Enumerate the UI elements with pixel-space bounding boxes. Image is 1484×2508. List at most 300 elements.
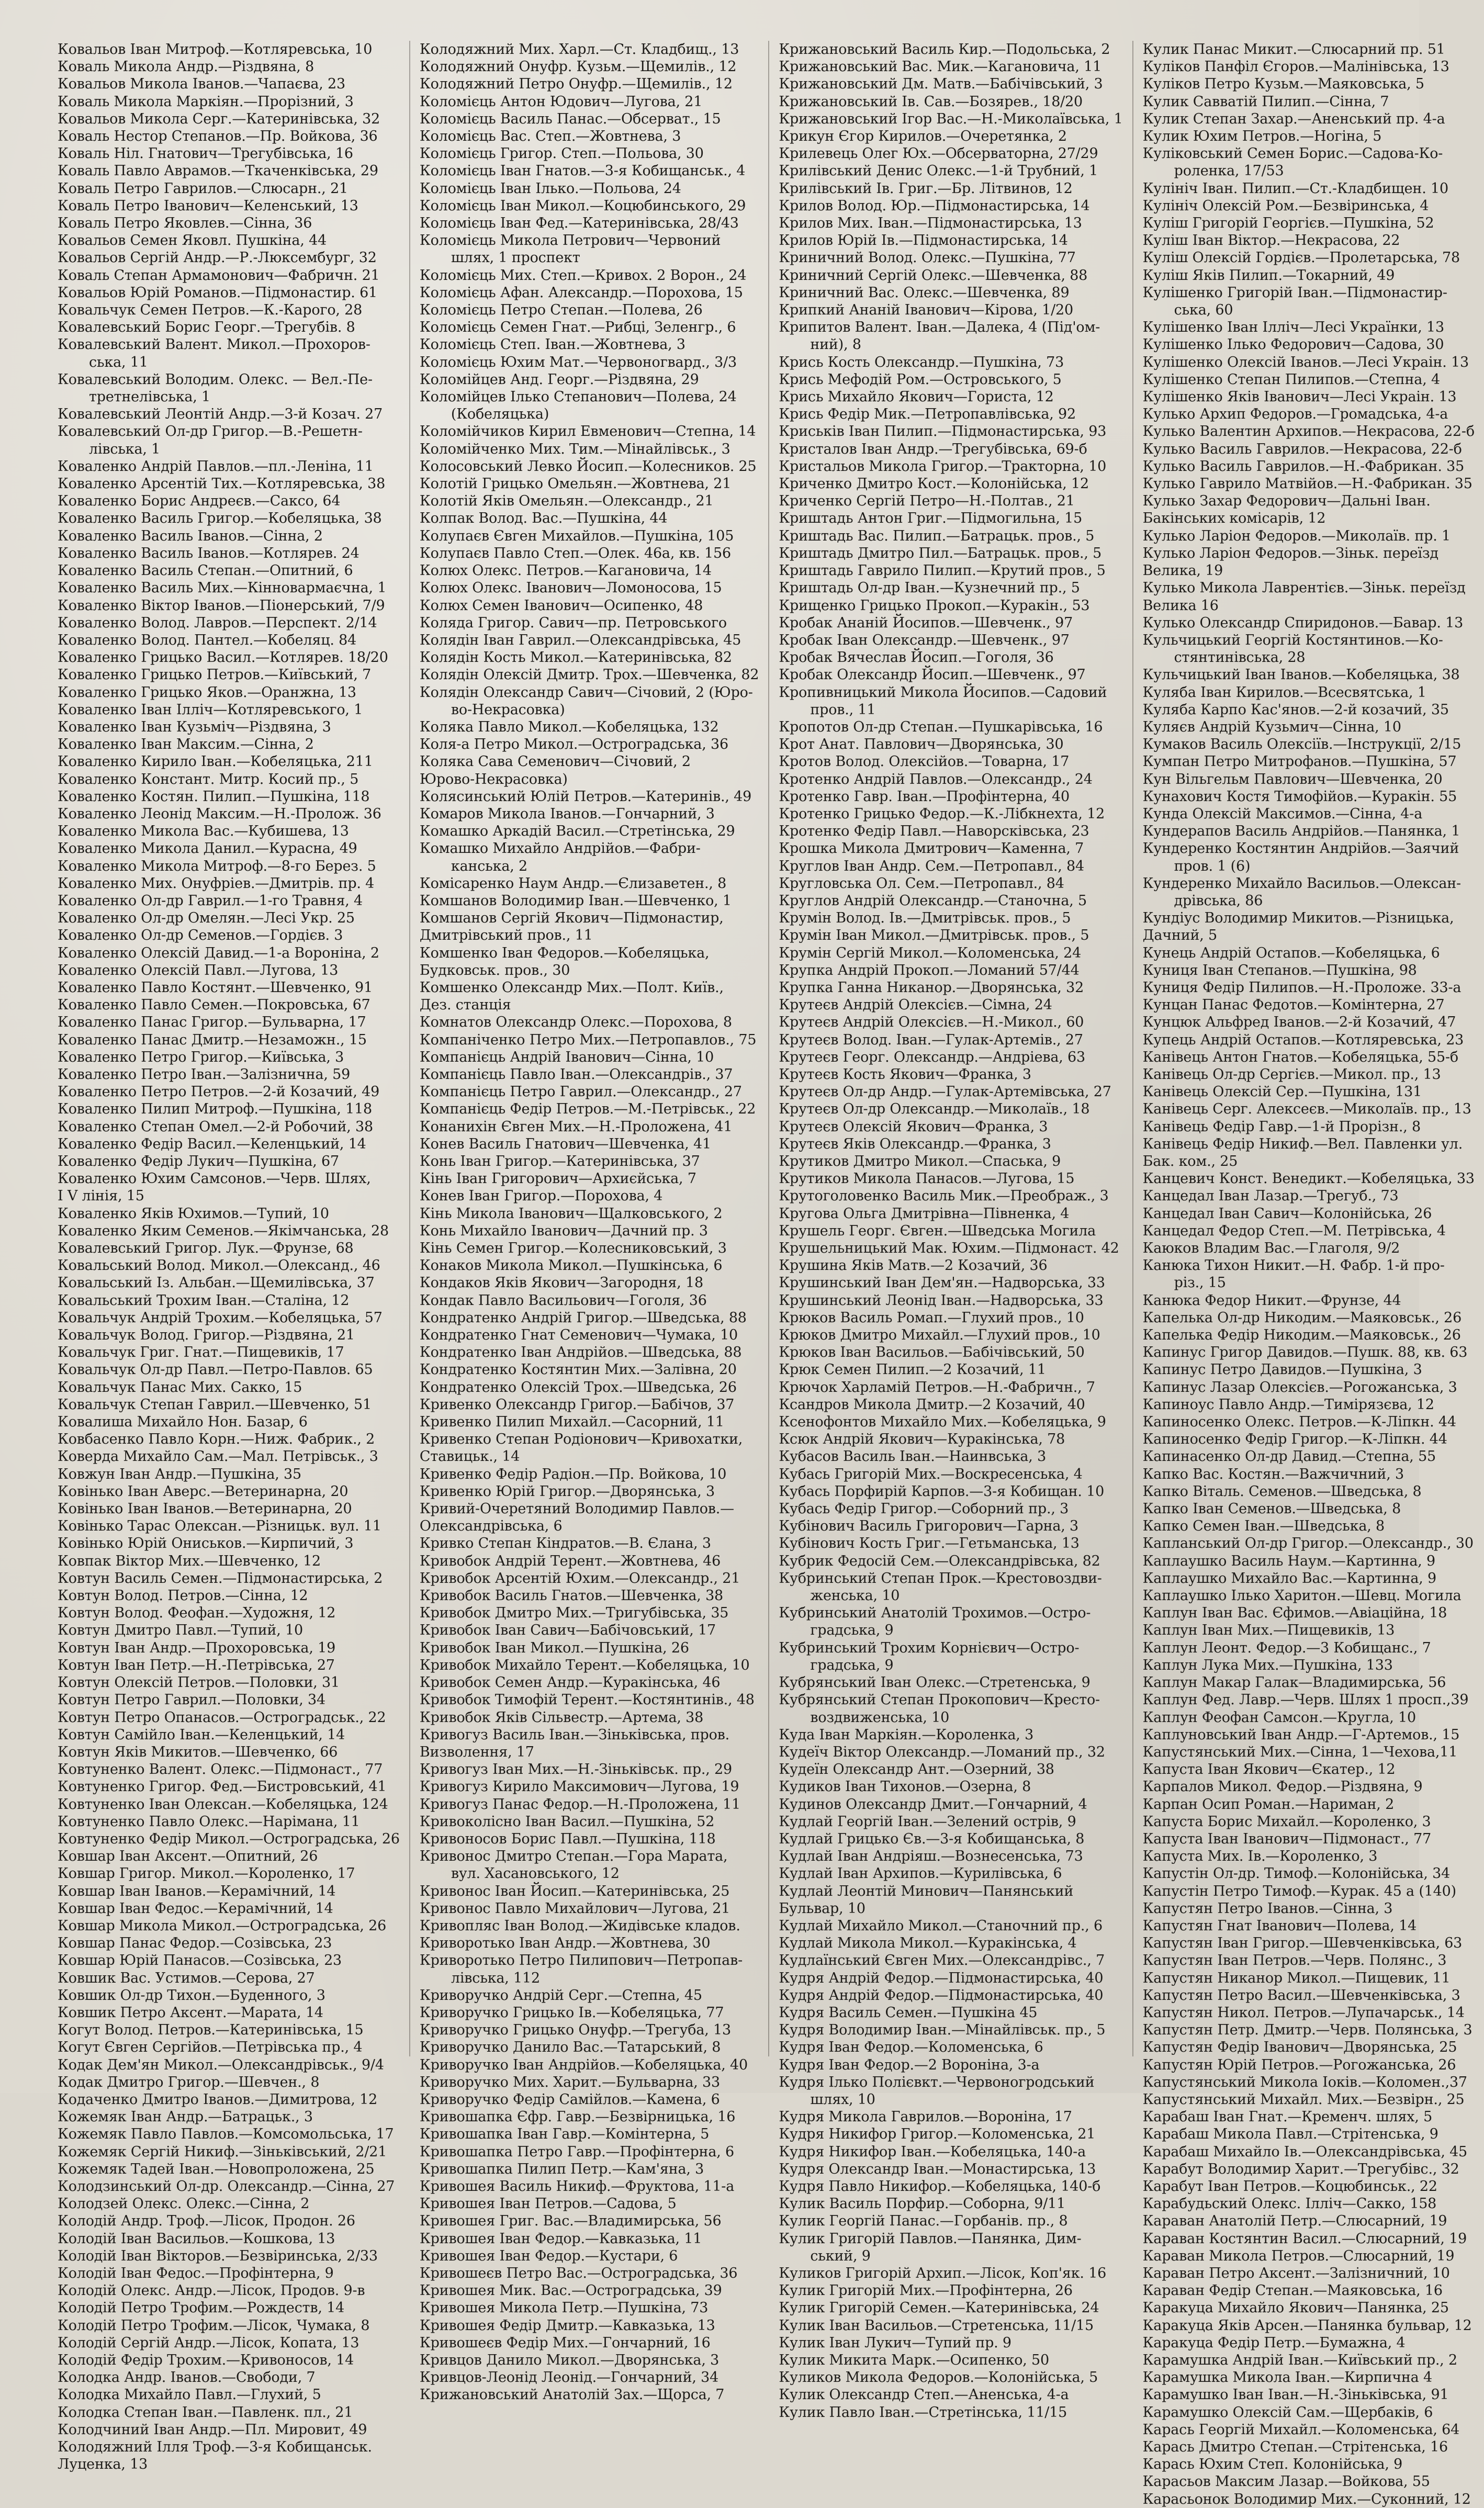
directory-entry: Карабаш Микола Павл.—Стрітенська, 9 bbox=[1142, 2126, 1438, 2143]
directory-entry: Кубась Григорій Мих.—Воскресенська, 4 bbox=[779, 1466, 1083, 1482]
directory-entry: Караван Федір Степан.—Маяковська, 16 bbox=[1142, 2282, 1443, 2299]
directory-entry: Кудлай Іван Архипов.—Курилівська, 6 bbox=[779, 1865, 1062, 1882]
directory-entry: Коваленко Ол-др Гаврил.—1-го Травня, 4 bbox=[58, 892, 363, 909]
directory-entry: Колупаєв Євген Михайлов.—Пушкіна, 105 bbox=[419, 527, 734, 544]
directory-entry: Кожемяк Тадей Іван.—Новопроложена, 25 bbox=[58, 2161, 375, 2177]
directory-entry: Канівець Олексій Сер.—Пушкіна, 131 bbox=[1142, 1084, 1422, 1100]
directory-entry: Кривошеєв Петро Вас.—Остроградська, 36 bbox=[419, 2265, 738, 2281]
directory-entry: Кулько Ларіон Федоров.—Зіньк. переїзд bbox=[1142, 545, 1438, 561]
directory-entry: ська, 60 bbox=[1174, 302, 1233, 319]
directory-entry: Коваль Петро Гаврилов.—Слюсарн., 21 bbox=[58, 180, 348, 197]
directory-entry: Кудря Василь Семен.—Пушкіна 45 bbox=[779, 2004, 1038, 2021]
directory-entry: Крись Мефодій Ром.—Островського, 5 bbox=[779, 371, 1062, 388]
directory-entry: Коваль Микола Маркіян.—Прорізний, 3 bbox=[58, 93, 354, 110]
directory-entry: Ксандров Микола Дмитр.—2 Козачий, 40 bbox=[779, 1396, 1085, 1413]
directory-entry: Караван Микола Петров.—Слюсарний, 19 bbox=[1142, 2247, 1455, 2264]
directory-entry: Ковтун Іван Петр.—Н.-Петрівська, 27 bbox=[58, 1657, 335, 1673]
directory-entry: Колосовський Левко Йосип.—Колесников. 25 bbox=[419, 458, 757, 475]
directory-entry: Коваленко Іван Максим.—Сінна, 2 bbox=[58, 736, 314, 753]
directory-entry: Кулько Василь Гаврилов.—Некрасова, 22-б bbox=[1142, 441, 1462, 457]
directory-entry: Коваленко Олексій Давид.—1-а Вороніна, 2 bbox=[58, 944, 379, 961]
directory-entry: Коломійцев Анд. Георг.—Різдвяна, 29 bbox=[419, 371, 699, 388]
directory-entry: Коваленко Арсентій Тих.—Котляревська, 38 bbox=[58, 476, 386, 492]
directory-entry: Ковальчук Андрій Трохим.—Кобеляцька, 57 bbox=[58, 1309, 383, 1326]
directory-entry: Каплун Леонт. Федор.—3 Кобищанс., 7 bbox=[1142, 1639, 1431, 1656]
directory-entry: Криченко Дмитро Кост.—Колонійська, 12 bbox=[779, 476, 1089, 492]
directory-entry: Колодій Петро Трофим.—Рождеств, 14 bbox=[58, 2300, 345, 2316]
directory-entry: Ковалевський Ол-др Григор.—В.-Решетн- bbox=[58, 423, 363, 440]
directory-entry: Коваль Ніл. Гнатович—Трегубівська, 16 bbox=[58, 145, 353, 162]
directory-entry: Капустін Ол-др. Тимоф.—Колонійська, 34 bbox=[1142, 1865, 1451, 1882]
directory-entry: Крюков Дмитро Михайл.—Глухий пров., 10 bbox=[779, 1327, 1100, 1344]
directory-entry: Колпак Волод. Вас.—Пушкіна, 44 bbox=[419, 510, 668, 527]
directory-entry: Караван Петро Аксент.—Залізничний, 10 bbox=[1142, 2265, 1450, 2281]
directory-entry: Ковальов Іван Митроф.—Котляревська, 10 bbox=[58, 41, 373, 58]
directory-entry: Крутеєв Андрій Олексієв.—Сімна, 24 bbox=[779, 997, 1052, 1014]
directory-entry: Кубринський Степан Прок.—Крестовоздви- bbox=[779, 1570, 1102, 1587]
directory-entry: Кривошапка Пилип Петр.—Кам'яна, 3 bbox=[419, 2161, 704, 2177]
directory-entry: Кулько Гаврило Матвійов.—Н.-Фабрикан. 35 bbox=[1142, 476, 1472, 492]
directory-entry: Криворучко Федір Самійлов.—Камена, 6 bbox=[419, 2091, 720, 2108]
directory-entry: Куліков Петро Кузьм.—Маяковська, 5 bbox=[1142, 76, 1424, 93]
directory-entry: Коломієць Петро Степан.—Полева, 26 bbox=[419, 302, 703, 319]
directory-entry: Крилов Юрій Ів.—Підмонастирська, 14 bbox=[779, 232, 1068, 249]
directory-entry: Кривенко Пилип Михайл.—Сасорний, 11 bbox=[419, 1414, 724, 1431]
directory-entry: Коломієць Микола Петрович—Червоний bbox=[419, 232, 721, 249]
directory-entry: Ковтун Петро Гаврил.—Половки, 34 bbox=[58, 1692, 325, 1708]
directory-entry: Дмитрівський пров., 11 bbox=[419, 927, 593, 944]
directory-entry: Каплун Феофан Самсон.—Кругла, 10 bbox=[1142, 1709, 1416, 1726]
directory-entry: Коломійченко Мих. Тим.—Мінайлівськ., 3 bbox=[419, 441, 730, 457]
directory-entry: Кулько Захар Федорович—Дальні Іван. bbox=[1142, 493, 1431, 510]
directory-entry: Ковтуненко Іван Олексан.—Кобеляцька, 124 bbox=[58, 1796, 388, 1813]
directory-entry: Коломієць Іван Фед.—Катеринівська, 28/43 bbox=[419, 215, 739, 232]
directory-entry: Капустян Петр. Дмитр.—Черв. Полянська, 3 bbox=[1142, 2022, 1472, 2039]
directory-entry: Капустянський Мих.—Сінна, 1—Чехова,11 bbox=[1142, 1744, 1458, 1760]
directory-entry: Визволення, 17 bbox=[419, 1744, 534, 1760]
directory-entry: Карась Юхим Степ. Колонійська, 9 bbox=[1142, 2456, 1403, 2473]
directory-entry: Криштадь Ол-др Іван.—Кузнечний пр., 5 bbox=[779, 580, 1080, 597]
directory-entry: Колотій Яків Омельян.—Олександр., 21 bbox=[419, 493, 714, 510]
directory-entry: Коломієць Іван Микол.—Коцюбинського, 29 bbox=[419, 197, 746, 214]
directory-entry: Коваленко Мих. Онуфріев.—Дмитрів. пр. 4 bbox=[58, 875, 375, 892]
directory-entry: Ковтун Олексій Петров.—Половки, 31 bbox=[58, 1674, 340, 1691]
directory-entry: Карпан Осип Роман.—Нариман, 2 bbox=[1142, 1796, 1395, 1813]
directory-entry: Ковтуненко Федір Микол.—Остроградська, 26 bbox=[58, 1830, 400, 1847]
directory-entry: Крипитов Валент. Іван.—Далека, 4 (Під'ом- bbox=[779, 319, 1100, 336]
directory-column-1 bbox=[58, 41, 409, 2473]
directory-entry: Кропотов Ол-др Степан.—Пушкарівська, 16 bbox=[779, 718, 1103, 735]
directory-entry: Кульчицький Іван Іванов.—Кобеляцька, 38 bbox=[1142, 667, 1460, 683]
directory-entry: Ковтуненко Григор. Фед.—Бистровський, 41 bbox=[58, 1779, 387, 1795]
directory-entry: Кудлай Микола Микол.—Куракінська, 4 bbox=[779, 1935, 1077, 1952]
directory-entry: Велика 16 bbox=[1142, 597, 1219, 614]
directory-entry: Каюков Владим Вас.—Глаголя, 9/2 bbox=[1142, 1240, 1400, 1257]
directory-entry: Кулішенко Ілько Федорович—Садова, 30 bbox=[1142, 336, 1444, 353]
directory-entry: Крилевець Олег Юх.—Обсерваторна, 27/29 bbox=[779, 145, 1098, 162]
directory-entry: Капко Вас. Костян.—Важчичний, 3 bbox=[1142, 1466, 1404, 1482]
directory-entry: Ковальов Сергій Андр.—Р.-Люксембург, 32 bbox=[58, 250, 377, 266]
directory-entry: Кривошапка Іван Гавр.—Комінтерна, 5 bbox=[419, 2126, 710, 2143]
directory-entry: Капустян Никол. Петров.—Лупачарськ., 14 bbox=[1142, 2004, 1465, 2021]
directory-entry: Колодяжний Ілля Троф.—3-я Кобищанськ. bbox=[58, 2439, 372, 2456]
directory-entry: Куліковський Семен Борис.—Садова-Ко- bbox=[1142, 145, 1443, 162]
directory-entry: Кривобок Михайло Терент.—Кобеляцька, 10 bbox=[419, 1657, 750, 1673]
directory-entry: Колюх Семен Іванович—Осипенко, 48 bbox=[419, 597, 703, 614]
directory-entry: Коваленко Констант. Митр. Косий пр., 5 bbox=[58, 771, 359, 788]
directory-entry: Криворучко Данило Вас.—Татарський, 8 bbox=[419, 2039, 721, 2056]
directory-entry: Ковалиша Михайло Нон. Базар, 6 bbox=[58, 1414, 308, 1431]
directory-entry: Крушель Георг. Євген.—Шведська Могила bbox=[779, 1222, 1096, 1239]
directory-entry: Куліш Яків Пилип.—Токарний, 49 bbox=[1142, 267, 1395, 284]
directory-entry: Куниця Іван Степанов.—Пушкіна, 98 bbox=[1142, 962, 1417, 979]
directory-entry: Коломієць Василь Панас.—Обсерват., 15 bbox=[419, 110, 721, 127]
directory-entry: Крилівський Ів. Григ.—Бр. Літвинов, 12 bbox=[779, 180, 1073, 197]
directory-entry: Капустян Никанор Микол.—Пищевик, 11 bbox=[1142, 1970, 1451, 1986]
directory-entry: Кротенко Грицько Федор.—К.-Лібкнехта, 12 bbox=[779, 805, 1105, 822]
directory-entry: Карасьов Максим Лазар.—Войкова, 55 bbox=[1142, 2473, 1430, 2490]
directory-entry: Компаніченко Петро Мих.—Петропавлов., 75 bbox=[419, 1031, 757, 1048]
directory-entry: Капустян Іван Григор.—Шевченківська, 63 bbox=[1142, 1935, 1463, 1952]
directory-entry: Кривцов Данило Микол.—Дворянська, 3 bbox=[419, 2352, 719, 2369]
directory-entry: Кулько Архип Федоров.—Громадська, 4-а bbox=[1142, 406, 1448, 423]
directory-entry: Кундеренко Костянтин Андрійов.—Заячий bbox=[1142, 840, 1459, 857]
directory-entry: Карабаш Іван Гнат.—Кременч. шлях, 5 bbox=[1142, 2109, 1433, 2125]
directory-entry: Крутеєв Георг. Олександр.—Андріева, 63 bbox=[779, 1049, 1085, 1065]
directory-entry: Кубась Порфирій Карпов.—3-я Кобищан. 10 bbox=[779, 1483, 1105, 1500]
directory-entry: Ковтун Василь Семен.—Підмонастирська, 2 bbox=[58, 1570, 383, 1587]
directory-entry: Кривенко Олександр Григор.—Бабічов, 37 bbox=[419, 1396, 735, 1413]
directory-entry: третнелівська, 1 bbox=[89, 389, 211, 406]
directory-entry: Кудлаїнський Євген Мих.—Олександрівс., 7 bbox=[779, 1952, 1105, 1969]
directory-entry: Конаков Микола Микол.—Пушкінська, 6 bbox=[419, 1257, 723, 1274]
directory-entry: Канцедал Іван Лазар.—Трегуб., 73 bbox=[1142, 1188, 1399, 1205]
directory-entry: Кристалов Іван Андр.—Трегубівська, 69-б bbox=[779, 441, 1087, 457]
directory-entry: Ковтун Іван Андр.—Прохоровська, 19 bbox=[58, 1639, 336, 1656]
directory-entry: Кулик Григорій Семен.—Катеринівська, 24 bbox=[779, 2300, 1099, 2316]
directory-entry: Кудлай Іван Андріяш.—Вознесенська, 73 bbox=[779, 1848, 1083, 1865]
directory-entry: Купець Андрій Остапов.—Котляревська, 23 bbox=[1142, 1031, 1464, 1048]
directory-entry: Крутеєв Яків Олександр.—Франка, 3 bbox=[779, 1135, 1051, 1152]
directory-entry: Кулініч Олексій Ром.—Безвіринська, 4 bbox=[1142, 197, 1429, 214]
directory-entry: Кулішенко Іван Ілліч—Лесі Українки, 13 bbox=[1142, 319, 1445, 336]
directory-entry: Крутоголовенко Василь Мик.—Преображ., 3 bbox=[779, 1188, 1109, 1205]
directory-entry: Кудря Андрій Федор.—Підмонастирська, 40 bbox=[779, 1987, 1104, 2004]
directory-entry: Капустян Федір Іванович—Дворянська, 25 bbox=[1142, 2039, 1457, 2056]
directory-entry: Крошка Микола Дмитрович—Каменна, 7 bbox=[779, 840, 1084, 857]
directory-entry: Капустян Гнат Іванович—Полева, 14 bbox=[1142, 1917, 1417, 1934]
directory-column-2 bbox=[409, 41, 768, 2403]
directory-entry: Канцедал Федор Степ.—М. Петрівська, 4 bbox=[1142, 1222, 1446, 1239]
directory-entry: Крушинський Іван Дем'ян.—Надворська, 33 bbox=[779, 1275, 1105, 1291]
directory-entry: Коваленко Петро Петров.—2-й Козачий, 49 bbox=[58, 1084, 380, 1100]
directory-entry: Коваленко Василь Степан.—Опитний, 6 bbox=[58, 563, 353, 579]
directory-entry: Ковпак Віктор Мих.—Шевченко, 12 bbox=[58, 1553, 321, 1569]
directory-entry: Ковалевський Леонтій Андр.—3-й Козач. 27 bbox=[58, 406, 383, 423]
directory-entry: Крутиков Дмитро Микол.—Спаська, 9 bbox=[779, 1153, 1061, 1169]
directory-entry: Крюков Іван Васильов.—Бабічівський, 50 bbox=[779, 1344, 1085, 1361]
directory-entry: Ксенофонтов Михайло Мих.—Кобеляцька, 9 bbox=[779, 1414, 1106, 1431]
directory-entry: Ковальчук Степан Гаврил.—Шевченко, 51 bbox=[58, 1396, 372, 1413]
directory-entry: Кривошея Микола Петр.—Пушкіна, 73 bbox=[419, 2300, 709, 2316]
directory-entry: Канюка Федор Никит.—Фрунзе, 44 bbox=[1142, 1292, 1401, 1309]
directory-entry: Куляєв Андрій Кузьмич—Сінна, 10 bbox=[1142, 718, 1401, 735]
directory-entry: Ковальчук Панас Мих. Сакко, 15 bbox=[58, 1379, 302, 1396]
directory-entry: Кривобок Василь Гнатов.—Шевченка, 38 bbox=[419, 1588, 724, 1604]
directory-entry: І V лінія, 15 bbox=[58, 1188, 144, 1205]
directory-entry: Кодак Дем'ян Микол.—Олександрівськ., 9/4 bbox=[58, 2056, 384, 2073]
directory-entry: Кубринський Трохим Корнієвич—Остро- bbox=[779, 1639, 1080, 1656]
directory-entry: Крись Федір Мик.—Петропавлівська, 92 bbox=[779, 406, 1076, 423]
directory-entry: Криворотько Петро Пилипович—Петропав- bbox=[419, 1952, 743, 1969]
directory-entry: Куляба Карпо Кас'янов.—2-й козачий, 35 bbox=[1142, 701, 1449, 718]
directory-entry: Кожемяк Сергій Никиф.—Зіньківський, 2/21 bbox=[58, 2143, 387, 2160]
directory-entry: Ковтуненко Валент. Олекс.—Підмонаст., 77 bbox=[58, 1761, 383, 1778]
directory-entry: Дачний, 5 bbox=[1142, 927, 1218, 944]
directory-entry: Ковальов Микола Серг.—Катеринівська, 32 bbox=[58, 110, 380, 127]
directory-entry: Ковшик Вас. Устимов.—Серова, 27 bbox=[58, 1970, 315, 1986]
directory-entry: Крикун Єгор Кирилов.—Очеретянка, 2 bbox=[779, 128, 1067, 145]
directory-entry: Кондратенко Олексій Трох.—Шведська, 26 bbox=[419, 1379, 737, 1396]
directory-entry: Коваленко Леонід Максим.—Н.-Пролож. 36 bbox=[58, 805, 381, 822]
directory-entry: Коваленко Панас Григор.—Бульварна, 17 bbox=[58, 1014, 366, 1031]
directory-entry: Ковтуненко Павло Олекс.—Нарімана, 11 bbox=[58, 1813, 360, 1830]
directory-entry: Коваленко Микола Митроф.—8-го Берез. 5 bbox=[58, 858, 376, 874]
directory-entry: ний), 8 bbox=[810, 336, 861, 353]
directory-entry: Кулик Олександр Степ.—Аненська, 4-а bbox=[779, 2387, 1069, 2403]
directory-entry: шлях, 10 bbox=[810, 2091, 875, 2108]
directory-entry: Колодій Сергій Андр.—Лісок, Копата, 13 bbox=[58, 2334, 359, 2351]
directory-entry: Кривобок Тимофій Терент.—Костянтинів., 48 bbox=[419, 1692, 755, 1708]
directory-entry: Кротенко Гавр. Іван.—Профінтерна, 40 bbox=[779, 788, 1070, 805]
directory-entry: Конев Іван Григор.—Порохова, 4 bbox=[419, 1188, 663, 1205]
directory-entry: Карабудьский Олекс. Ілліч—Сакко, 158 bbox=[1142, 2196, 1437, 2212]
directory-entry: Крот Анат. Павлович—Дворянська, 30 bbox=[779, 736, 1064, 753]
directory-entry: Коваль Степан Армамонович—Фабричн. 21 bbox=[58, 267, 380, 284]
directory-entry: Ковшик Ол-др Тихон.—Буденного, 3 bbox=[58, 1987, 325, 2004]
directory-entry: Коломієць Семен Гнат.—Рибці, Зеленгр., 6 bbox=[419, 319, 736, 336]
directory-entry: Олександрівська, 6 bbox=[419, 1518, 563, 1535]
directory-entry: Ковальчук Ол-др Павл.—Петро-Павлов. 65 bbox=[58, 1362, 373, 1378]
directory-entry: Колодій Андр. Троф.—Лісок, Продон. 26 bbox=[58, 2213, 355, 2230]
directory-entry: Коломієць Афан. Александр.—Порохова, 15 bbox=[419, 284, 743, 301]
directory-entry: Крижановський Вас. Мик.—Кагановича, 11 bbox=[779, 59, 1102, 75]
directory-entry: Кудиков Іван Тихонов.—Озерна, 8 bbox=[779, 1779, 1031, 1795]
directory-entry: Капустянський Микола Іоків.—Коломен.,37 bbox=[1142, 2074, 1467, 2090]
directory-entry: Коваленко Панас Дмитр.—Незаможн., 15 bbox=[58, 1031, 367, 1048]
directory-entry: Кривоколісно Іван Васил.—Пушкіна, 52 bbox=[419, 1813, 715, 1830]
directory-entry: Крилов Мих. Іван.—Підмонастирська, 13 bbox=[779, 215, 1082, 232]
directory-entry: Капинус Лазар Олексієв.—Рогожанська, 3 bbox=[1142, 1379, 1457, 1396]
directory-entry: Коваленко Волод. Пантел.—Кобеляц. 84 bbox=[58, 632, 357, 648]
directory-entry: Крижановський Ігор Вас.—Н.-Миколаївська, 1 bbox=[779, 110, 1123, 127]
directory-entry: Колясинський Юлій Петров.—Катеринів., 49 bbox=[419, 788, 752, 805]
directory-entry: Карабут Володимир Харит.—Трегубівс., 32 bbox=[1142, 2161, 1459, 2177]
directory-entry: Кробак Іван Олександр.—Шевченк., 97 bbox=[779, 632, 1070, 648]
directory-entry: Карамушка Андрій Іван.—Київський пр., 2 bbox=[1142, 2352, 1458, 2369]
directory-entry: Коваленко Степан Омел.—2-й Робочий, 38 bbox=[58, 1118, 373, 1135]
directory-entry: Крупка Андрій Прокоп.—Ломаний 57/44 bbox=[779, 962, 1080, 979]
directory-entry: Коваль Павло Аврамов.—Ткаченківська, 29 bbox=[58, 163, 378, 179]
directory-entry: Ковшар Іван Іванов.—Керамічний, 14 bbox=[58, 1883, 336, 1899]
directory-entry: Кудря Андрій Федор.—Підмонастирська, 40 bbox=[779, 1970, 1104, 1986]
directory-entry: Капелька Федір Никодим.—Маяковськ., 26 bbox=[1142, 1327, 1461, 1344]
directory-entry: ська, 11 bbox=[89, 354, 148, 370]
directory-entry: Кінь Микола Іванович—Щалковського, 2 bbox=[419, 1205, 723, 1222]
directory-entry: Кунцюк Альфред Іванов.—2-й Козачий, 47 bbox=[1142, 1014, 1456, 1031]
directory-entry: Колодзей Олекс. Олекс.—Сінна, 2 bbox=[58, 2196, 310, 2212]
directory-entry: Конь Михайло Іванович—Дачний пр. 3 bbox=[419, 1222, 708, 1239]
directory-entry: Колюх Олекс. Петров.—Кагановича, 14 bbox=[419, 563, 712, 579]
directory-entry: Кривцов-Леонід Леонід.—Гончарний, 34 bbox=[419, 2369, 719, 2386]
directory-entry: вул. Хасановського, 12 bbox=[451, 1865, 620, 1882]
directory-entry: Каплуновський Іван Андр.—Г-Артемов., 15 bbox=[1142, 1726, 1460, 1743]
directory-entry: Капуста Мих. Ів.—Короленко, 3 bbox=[1142, 1848, 1378, 1865]
directory-entry: Крупка Ганна Никанор.—Дворянська, 32 bbox=[779, 979, 1084, 996]
directory-entry: Кундеренко Михайло Васильов.—Олексан- bbox=[1142, 875, 1461, 892]
directory-entry: стянтинівська, 28 bbox=[1174, 649, 1306, 666]
directory-entry: Ковтун Волод. Феофан.—Художня, 12 bbox=[58, 1605, 336, 1622]
directory-entry: Куліш Григорій Георгієв.—Пушкіна, 52 bbox=[1142, 215, 1434, 232]
directory-entry: Кривошея Мик. Вас.—Остроградська, 39 bbox=[419, 2282, 722, 2299]
directory-entry: Кривонос Павло Михайлович—Лугова, 21 bbox=[419, 1900, 730, 1917]
directory-entry: Крумін Сергій Микол.—Коломенська, 24 bbox=[779, 944, 1082, 961]
directory-entry: Кривошея Федір Дмитр.—Кавказька, 13 bbox=[419, 2317, 715, 2334]
directory-entry: Конанихін Євген Мих.—Н.-Проложена, 41 bbox=[419, 1118, 733, 1135]
directory-entry: Крутеєв Олексій Якович—Франка, 3 bbox=[779, 1118, 1048, 1135]
directory-entry: Кудлай Георгій Іван.—Зелений острів, 9 bbox=[779, 1813, 1076, 1830]
directory-entry: Криштадь Вас. Пилип.—Батрацьк. пров., 5 bbox=[779, 527, 1095, 544]
directory-entry: Коваленко Петро Іван.—Залізнична, 59 bbox=[58, 1066, 351, 1083]
directory-entry: Ковінько Іван Аверс.—Ветеринарна, 20 bbox=[58, 1483, 348, 1500]
directory-entry: Кожемяк Павло Павлов.—Комсомольська, 17 bbox=[58, 2126, 394, 2143]
directory-entry: Конь Іван Григор.—Катеринівська, 37 bbox=[419, 1153, 700, 1169]
directory-entry: пров., 11 bbox=[810, 701, 876, 718]
directory-entry: Дез. станція bbox=[419, 997, 511, 1014]
directory-columns bbox=[58, 41, 1475, 2507]
directory-entry: Капко Семен Іван.—Шведська, 8 bbox=[1142, 1518, 1385, 1535]
directory-entry: Крутеєв Кость Якович—Франка, 3 bbox=[779, 1066, 1031, 1083]
directory-entry: Коломієць Степ. Іван.—Жовтнева, 3 bbox=[419, 336, 685, 353]
directory-entry: Каплун Лука Мих.—Пушкіна, 133 bbox=[1142, 1657, 1393, 1673]
directory-entry: Коверда Михайло Сам.—Мал. Петрівськ., 3 bbox=[58, 1448, 378, 1465]
directory-entry: Канівець Антон Гнатов.—Кобеляцька, 55-б bbox=[1142, 1049, 1458, 1065]
directory-entry: Кінь Семен Григор.—Колесниковський, 3 bbox=[419, 1240, 727, 1257]
directory-entry: Коваленко Іван Ілліч—Котляревського, 1 bbox=[58, 701, 363, 718]
directory-entry: Кубасов Василь Іван.—Наинвська, 3 bbox=[779, 1448, 1047, 1465]
directory-entry: Коваленко Олексій Павл.—Лугова, 13 bbox=[58, 962, 339, 979]
directory-entry: Кубрик Федосій Сем.—Олександрівська, 82 bbox=[779, 1553, 1100, 1569]
directory-entry: Кривошеєв Федір Мих.—Гончарний, 16 bbox=[419, 2334, 711, 2351]
directory-entry: Колодій Іван Вікторов.—Безвіринська, 2/33 bbox=[58, 2247, 378, 2264]
directory-entry: Кривошея Василь Никиф.—Фруктова, 11-а bbox=[419, 2178, 735, 2195]
directory-entry: Карась Георгій Михайл.—Коломенська, 64 bbox=[1142, 2421, 1460, 2438]
directory-entry: Криничний Волод. Олекс.—Пушкіна, 77 bbox=[779, 250, 1076, 266]
directory-entry: Кулик Савватій Пилип.—Сінна, 7 bbox=[1142, 93, 1389, 110]
directory-entry: Коломієць Іван Гнатов.—3-я Кобищанськ., 4 bbox=[419, 163, 746, 179]
directory-entry: Канцевич Конст. Венедикт.—Кобеляцька, 33 bbox=[1142, 1171, 1475, 1187]
directory-entry: Комісаренко Наум Андр.—Єлизаветен., 8 bbox=[419, 875, 727, 892]
directory-entry: Кривобок Андрій Терент.—Жовтнева, 46 bbox=[419, 1553, 721, 1569]
directory-entry: Кривогуз Василь Іван.—Зіньківська, пров. bbox=[419, 1726, 730, 1743]
directory-entry: Кристальов Микола Григор.—Тракторна, 10 bbox=[779, 458, 1107, 475]
directory-entry: Кулініч Іван. Пилип.—Ст.-Кладбищен. 10 bbox=[1142, 180, 1448, 197]
directory-entry: Коломійцев Ілько Степанович—Полева, 24 bbox=[419, 389, 737, 406]
directory-entry: Коломійчиков Кирил Евменович—Степна, 14 bbox=[419, 423, 756, 440]
directory-entry: Ковшар Іван Аксент.—Опитний, 26 bbox=[58, 1848, 318, 1865]
directory-entry: Капинус Петро Давидов.—Пушкіна, 3 bbox=[1142, 1362, 1422, 1378]
directory-entry: Ковбасенко Павло Корн.—Ниж. Фабрик., 2 bbox=[58, 1431, 375, 1448]
directory-entry: Ковтун Волод. Петров.—Сінна, 12 bbox=[58, 1588, 308, 1604]
directory-entry: Капуста Іван Якович—Єкатер., 12 bbox=[1142, 1761, 1396, 1778]
directory-entry: Каплун Іван Мих.—Пищевиків, 13 bbox=[1142, 1622, 1395, 1639]
directory-entry: Ковальов Юрій Романов.—Підмонастир. 61 bbox=[58, 284, 378, 301]
directory-entry: Колодчиний Іван Андр.—Пл. Мировит, 49 bbox=[58, 2421, 367, 2438]
directory-entry: Ковалевський Борис Георг.—Трегубів. 8 bbox=[58, 319, 355, 336]
directory-entry: Коваленко Волод. Лавров.—Перспект. 2/14 bbox=[58, 614, 377, 631]
directory-entry: Кривобок Яків Сільвестр.—Артема, 38 bbox=[419, 1709, 704, 1726]
directory-entry: воздвиженська, 10 bbox=[810, 1709, 950, 1726]
directory-entry: Капустін Петро Тимоф.—Курак. 45 а (140) bbox=[1142, 1883, 1456, 1899]
directory-entry: Крутиков Микола Панасов.—Лугова, 15 bbox=[779, 1171, 1075, 1187]
directory-entry: Кубінович Василь Григорович—Гарна, 3 bbox=[779, 1518, 1079, 1535]
directory-entry: Комашко Аркадій Васил.—Стретінська, 29 bbox=[419, 823, 735, 840]
directory-entry: Крижановський Дм. Матв.—Бабічівський, 3 bbox=[779, 76, 1103, 93]
directory-entry: Крись Михайло Якович—Гориста, 12 bbox=[779, 389, 1054, 406]
directory-entry: Колупаєв Павло Степ.—Олек. 46а, кв. 156 bbox=[419, 545, 731, 561]
directory-entry: Конев Василь Гнатович—Шевченка, 41 bbox=[419, 1135, 712, 1152]
directory-entry: Каплун Іван Вас. Єфимов.—Авіаційна, 18 bbox=[1142, 1605, 1447, 1622]
directory-entry: Криштадь Гаврило Пилип.—Крутий пров., 5 bbox=[779, 563, 1106, 579]
directory-entry: Ковшар Юрій Панасов.—Созівська, 23 bbox=[58, 1952, 342, 1969]
directory-entry: Куляба Іван Кирилов.—Всесвятська, 1 bbox=[1142, 684, 1426, 701]
directory-entry: Компанієць Павло Іван.—Олександрів., 37 bbox=[419, 1066, 733, 1083]
directory-entry: Коляка Павло Микол.—Кобеляцька, 132 bbox=[419, 718, 719, 735]
directory-entry: Крилівський Денис Олекс.—1-й Трубний, 1 bbox=[779, 163, 1098, 179]
directory-entry: Коломієць Григор. Степ.—Польова, 30 bbox=[419, 145, 704, 162]
directory-entry: Кривенко Федір Радіон.—Пр. Войкова, 10 bbox=[419, 1466, 727, 1482]
directory-entry: Карась Дмитро Степан.—Стрітенська, 16 bbox=[1142, 2439, 1448, 2456]
directory-entry: Кондаков Яків Якович—Загородня, 18 bbox=[419, 1275, 703, 1291]
directory-entry: Криськів Іван Пилип.—Підмонастирська, 93 bbox=[779, 423, 1107, 440]
directory-entry: Криничний Вас. Олекс.—Шевченка, 89 bbox=[779, 284, 1070, 301]
directory-entry: Коваленко Андрій Павлов.—пл.-Леніна, 11 bbox=[58, 458, 374, 475]
directory-entry: Колодій Олекс. Андр.—Лісок, Продов. 9-в bbox=[58, 2282, 365, 2299]
directory-entry: Коваленко Грицько Васил.—Котлярев. 18/20 bbox=[58, 649, 388, 666]
directory-entry: Велика, 19 bbox=[1142, 563, 1223, 579]
directory-entry: Кривий-Очеретяний Володимир Павлов.— bbox=[419, 1501, 734, 1517]
directory-entry: Кодак Дмитро Григор.—Шевчен., 8 bbox=[58, 2074, 320, 2090]
directory-entry: Кривошея Іван Федор.—Кустари, 6 bbox=[419, 2247, 678, 2264]
directory-entry: Кудря Никифор Григор.—Коломенська, 21 bbox=[779, 2126, 1096, 2143]
directory-entry: Капуста Борис Михайл.—Короленко, 3 bbox=[1142, 1813, 1431, 1830]
directory-entry: Крумін Волод. Ів.—Дмитрівськ. пров., 5 bbox=[779, 910, 1071, 927]
directory-entry: Крутеєв Волод. Іван.—Гулак-Артемів., 27 bbox=[779, 1031, 1083, 1048]
directory-entry: Ставицьк., 14 bbox=[419, 1448, 520, 1465]
directory-entry: Кондратенко Костянтин Мих.—Залівна, 20 bbox=[419, 1362, 737, 1378]
directory-entry: Куліков Панфіл Єгоров.—Малінівська, 13 bbox=[1142, 59, 1449, 75]
directory-entry: Каплун Макар Галак—Владимирська, 56 bbox=[1142, 1674, 1446, 1691]
directory-entry: Коломієць Іван Ілько.—Польова, 24 bbox=[419, 180, 681, 197]
directory-entry: Кривко Степан Кіндратов.—В. Єлана, 3 bbox=[419, 1535, 711, 1552]
directory-entry: Крюк Семен Пилип.—2 Козачий, 11 bbox=[779, 1362, 1046, 1378]
directory-entry: Каракуца Федір Петр.—Бумажна, 4 bbox=[1142, 2334, 1406, 2351]
directory-entry: Крушельницький Мак. Юхим.—Підмонаст. 42 bbox=[779, 1240, 1119, 1257]
directory-entry: Коваленко Ол-др Омелян.—Лесі Укр. 25 bbox=[58, 910, 355, 927]
directory-entry: женська, 10 bbox=[810, 1588, 900, 1604]
directory-entry: Коваль Микола Андр.—Різдвяна, 8 bbox=[58, 59, 314, 75]
directory-entry: Канюка Тихон Никит.—Н. Фабр. 1-й про- bbox=[1142, 1257, 1445, 1274]
